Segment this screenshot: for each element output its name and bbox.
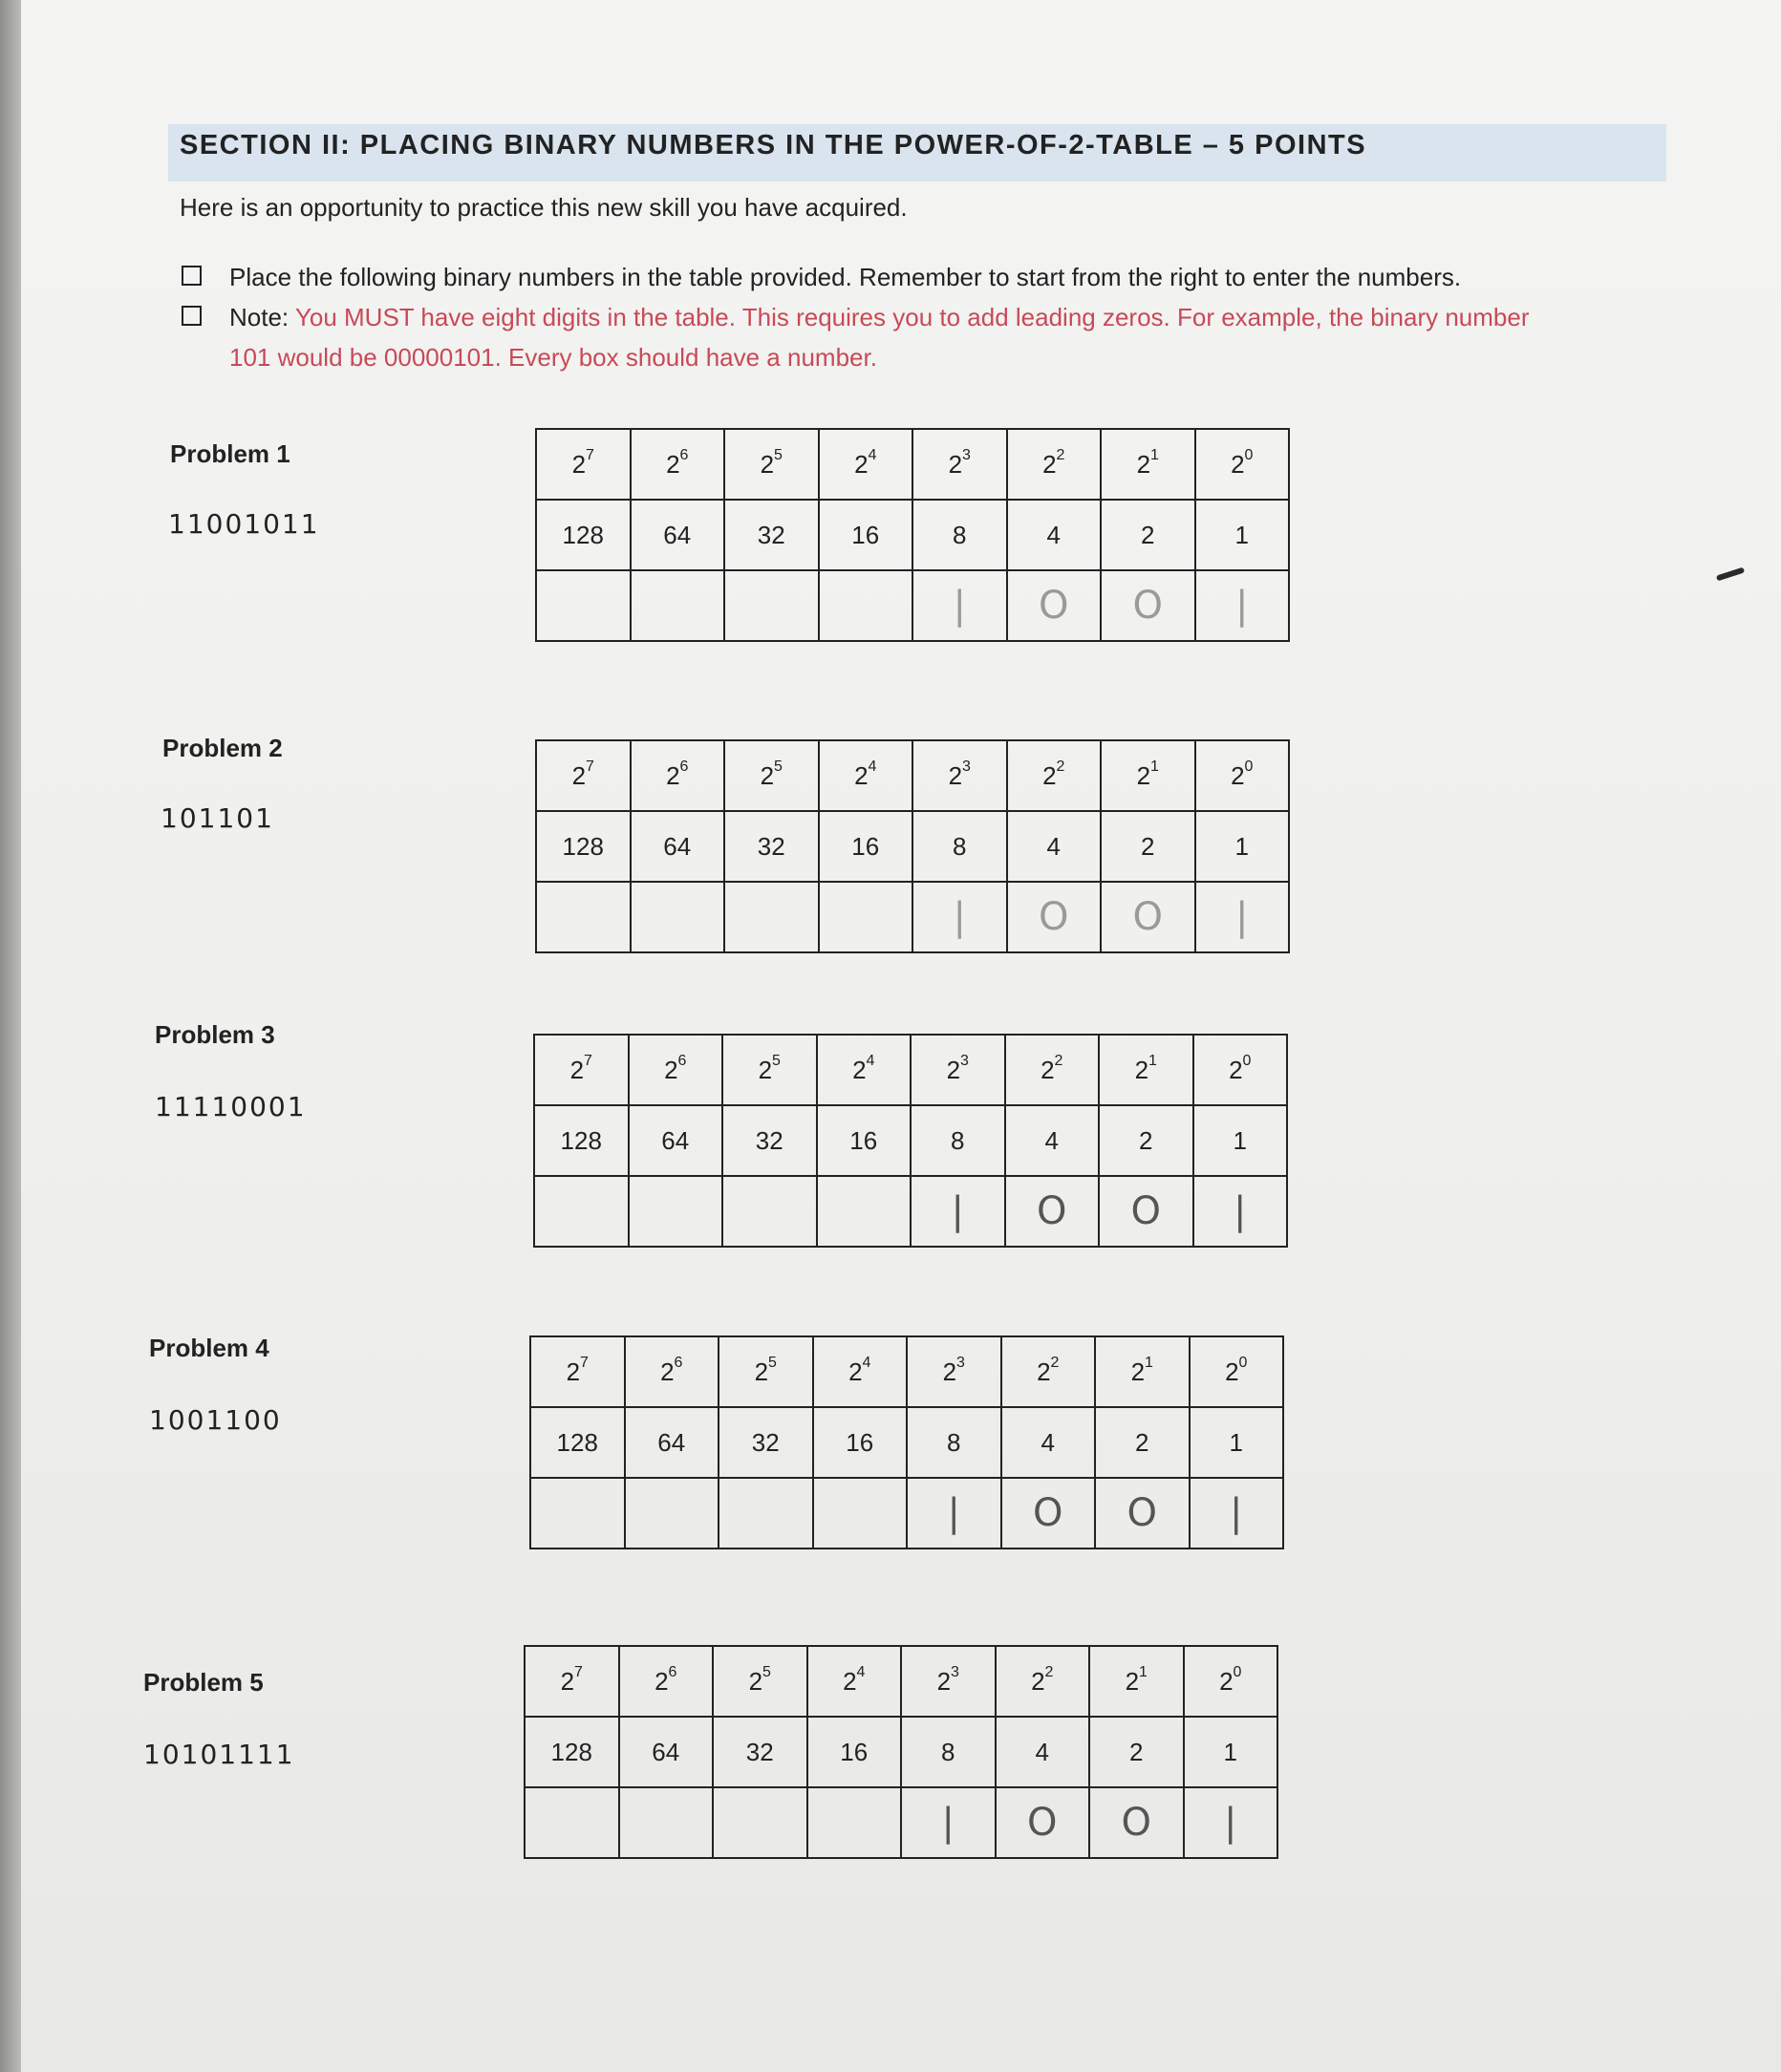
place-value-cell: 4	[1001, 1407, 1096, 1478]
power-base: 2	[854, 449, 869, 479]
handwritten-digit: O	[1121, 1801, 1151, 1845]
place-value-cell: 16	[819, 500, 913, 570]
place-value-cell: 8	[912, 811, 1007, 882]
power-exponent: 1	[1139, 1663, 1148, 1680]
place-value-cell: 1	[1195, 500, 1290, 570]
place-value-cell: 128	[536, 811, 631, 882]
answer-cell[interactable]	[1195, 882, 1290, 952]
power-exponent: 2	[1056, 758, 1065, 775]
power-cell	[813, 1336, 908, 1407]
power-cell	[1190, 1336, 1284, 1407]
value-row	[536, 811, 1289, 882]
answer-cell[interactable]	[1001, 1478, 1096, 1549]
handwritten-digit: |	[947, 1491, 960, 1535]
power-base: 2	[1125, 1666, 1140, 1696]
power-cell	[807, 1646, 902, 1717]
handwritten-digit: |	[953, 584, 966, 628]
place-value-cell: 2	[1095, 1407, 1190, 1478]
place-value-cell: 2	[1101, 811, 1195, 882]
place-value-cell: 64	[619, 1717, 714, 1787]
answer-cell[interactable]	[907, 1478, 1001, 1549]
power-exponent: 7	[586, 446, 594, 463]
answer-cell[interactable]	[1195, 570, 1290, 641]
place-value-cell: 128	[525, 1717, 619, 1787]
place-value-cell: 32	[719, 1407, 813, 1478]
power-exponent: 0	[1244, 446, 1254, 463]
answer-cell[interactable]	[724, 570, 819, 641]
power-base: 2	[848, 1356, 863, 1386]
place-value-cell: 2	[1089, 1717, 1184, 1787]
power-cell	[912, 740, 1007, 811]
power-cell	[819, 429, 913, 500]
answer-cell[interactable]	[525, 1787, 619, 1858]
place-value-cell: 16	[807, 1717, 902, 1787]
problem-binary-value: 1001100	[149, 1404, 282, 1436]
note-line-1: You MUST have eight digits in the table. This requires you to add leading zeros. For example, the binary number	[294, 303, 1530, 331]
handwritten-digit: |	[941, 1801, 955, 1845]
place-value-cell: 2	[1101, 500, 1195, 570]
power-cell	[724, 740, 819, 811]
place-value-cell: 1	[1193, 1105, 1288, 1176]
handwritten-digit: O	[1033, 1491, 1063, 1535]
place-value-cell: 64	[631, 811, 725, 882]
power-cell	[629, 1035, 723, 1105]
answer-row	[525, 1787, 1277, 1858]
checkbox-icon	[182, 306, 202, 326]
power-cell	[534, 1035, 629, 1105]
place-value-cell: 16	[819, 811, 913, 882]
power-base: 2	[666, 449, 680, 479]
answer-cell[interactable]	[1099, 1176, 1193, 1247]
answer-cell[interactable]	[817, 1176, 912, 1247]
checkbox-icon	[182, 266, 202, 286]
handwritten-digit: |	[1230, 1491, 1243, 1535]
power-exponent: 4	[868, 758, 877, 775]
handwritten-digit: |	[951, 1189, 964, 1233]
answer-row	[534, 1176, 1287, 1247]
power-cell	[1007, 429, 1102, 500]
power-cell	[996, 1646, 1090, 1717]
answer-cell[interactable]	[912, 882, 1007, 952]
answer-cell[interactable]	[996, 1787, 1090, 1858]
handwritten-digit: O	[1039, 895, 1069, 939]
power-cell	[1195, 740, 1290, 811]
note-line-2: 101 would be 00000101. Every box should have a number.	[229, 343, 877, 372]
answer-cell[interactable]	[625, 1478, 719, 1549]
power-exponent: 1	[1145, 1354, 1153, 1371]
power-exponent: 5	[772, 1052, 781, 1069]
place-value-cell: 16	[813, 1407, 908, 1478]
power-of-2-table	[535, 428, 1290, 642]
power-exponent: 1	[1150, 758, 1159, 775]
power-exponent: 3	[962, 446, 971, 463]
place-value-cell: 8	[907, 1407, 1001, 1478]
value-row	[525, 1717, 1277, 1787]
power-cell	[911, 1035, 1005, 1105]
answer-cell[interactable]	[911, 1176, 1005, 1247]
answer-cell[interactable]	[1101, 882, 1195, 952]
power-exponent: 3	[951, 1663, 959, 1680]
power-base: 2	[569, 1055, 585, 1084]
power-of-2-table	[529, 1335, 1284, 1549]
power-exponent: 5	[768, 1354, 777, 1371]
power-base: 2	[664, 1055, 678, 1084]
power-base: 2	[1042, 760, 1057, 790]
power-cell	[724, 429, 819, 500]
answer-cell[interactable]	[534, 1176, 629, 1247]
power-cell	[907, 1336, 1001, 1407]
power-base: 2	[1136, 760, 1151, 790]
power-exponent: 3	[956, 1354, 965, 1371]
power-exponent: 6	[674, 1354, 683, 1371]
place-value-cell: 4	[1007, 500, 1102, 570]
power-base: 2	[1041, 1055, 1055, 1084]
power-base: 2	[948, 449, 963, 479]
power-cell	[1089, 1646, 1184, 1717]
power-base: 2	[1225, 1356, 1239, 1386]
answer-row	[536, 882, 1289, 952]
answer-cell[interactable]	[713, 1787, 807, 1858]
power-exponent: 6	[668, 1663, 677, 1680]
handwritten-digit: O	[1127, 1491, 1157, 1535]
power-cell	[819, 740, 913, 811]
power-exponent: 2	[1044, 1663, 1054, 1680]
power-base: 2	[1042, 449, 1057, 479]
answer-cell[interactable]	[722, 1176, 817, 1247]
answer-cell[interactable]	[1190, 1478, 1284, 1549]
power-exponent: 6	[677, 1052, 687, 1069]
power-exponent: 4	[866, 1052, 875, 1069]
problem-binary-value: 11110001	[155, 1091, 307, 1122]
power-row	[525, 1646, 1277, 1717]
power-cell	[901, 1646, 996, 1717]
power-base: 2	[852, 1055, 867, 1084]
answer-cell[interactable]	[631, 882, 725, 952]
place-value-cell: 128	[530, 1407, 625, 1478]
power-cell	[625, 1336, 719, 1407]
answer-cell[interactable]	[1095, 1478, 1190, 1549]
problem-binary-value: 10101111	[143, 1739, 295, 1770]
power-base: 2	[1231, 760, 1245, 790]
place-value-cell: 64	[631, 500, 725, 570]
place-value-cell: 1	[1195, 811, 1290, 882]
power-base: 2	[758, 1055, 773, 1084]
value-row	[536, 500, 1289, 570]
power-exponent: 4	[856, 1663, 866, 1680]
power-cell	[719, 1336, 813, 1407]
power-cell	[619, 1646, 714, 1717]
power-base: 2	[754, 1356, 769, 1386]
power-cell	[1095, 1336, 1190, 1407]
power-exponent: 4	[862, 1354, 871, 1371]
place-value-cell: 8	[911, 1105, 1005, 1176]
power-row	[534, 1035, 1287, 1105]
place-value-cell: 32	[724, 811, 819, 882]
place-value-cell: 4	[996, 1717, 1090, 1787]
place-value-cell: 128	[534, 1105, 629, 1176]
note-text	[229, 298, 1530, 336]
place-value-cell: 4	[1007, 811, 1102, 882]
power-cell	[530, 1336, 625, 1407]
answer-cell[interactable]	[1007, 882, 1102, 952]
power-exponent: 5	[774, 758, 783, 775]
place-value-cell: 4	[1005, 1105, 1100, 1176]
handwritten-digit: |	[1234, 1189, 1247, 1233]
problem-binary-value: 101101	[161, 802, 274, 834]
power-exponent: 7	[584, 1052, 592, 1069]
power-base: 2	[654, 1666, 669, 1696]
place-value-cell: 64	[625, 1407, 719, 1478]
power-exponent: 7	[586, 758, 594, 775]
handwritten-digit: O	[1037, 1189, 1067, 1233]
handwritten-digit: O	[1130, 1189, 1161, 1233]
answer-cell[interactable]	[631, 570, 725, 641]
power-exponent: 6	[679, 758, 689, 775]
power-cell	[1099, 1035, 1193, 1105]
place-value-cell: 32	[713, 1717, 807, 1787]
place-value-cell: 16	[817, 1105, 912, 1176]
problem-binary-value: 11001011	[168, 508, 320, 540]
power-base: 2	[1136, 449, 1151, 479]
power-base: 2	[760, 449, 775, 479]
power-row	[530, 1336, 1283, 1407]
answer-cell[interactable]	[1193, 1176, 1288, 1247]
answer-cell[interactable]	[813, 1478, 908, 1549]
power-base: 2	[1134, 1055, 1149, 1084]
problem-title: Problem 5	[143, 1668, 264, 1697]
answer-cell[interactable]	[724, 882, 819, 952]
section-intro: Here is an opportunity to practice this new skill you have acquired.	[180, 193, 908, 222]
power-cell	[722, 1035, 817, 1105]
power-exponent: 5	[762, 1663, 771, 1680]
power-cell	[713, 1646, 807, 1717]
power-base: 2	[854, 760, 869, 790]
handwritten-digit: O	[1132, 584, 1163, 628]
answer-cell[interactable]	[819, 882, 913, 952]
place-value-cell: 64	[629, 1105, 723, 1176]
power-base: 2	[660, 1356, 675, 1386]
power-base: 2	[936, 1666, 952, 1696]
answer-cell[interactable]	[536, 570, 631, 641]
power-row	[536, 740, 1289, 811]
answer-cell[interactable]	[912, 570, 1007, 641]
power-cell	[536, 740, 631, 811]
power-base: 2	[942, 1356, 957, 1386]
power-exponent: 3	[962, 758, 971, 775]
problem-title: Problem 3	[155, 1020, 275, 1049]
place-value-cell: 1	[1190, 1407, 1284, 1478]
value-row	[530, 1407, 1283, 1478]
handwritten-digit: |	[1224, 1801, 1237, 1845]
answer-cell[interactable]	[1101, 570, 1195, 641]
answer-cell[interactable]	[901, 1787, 996, 1858]
handwritten-digit: O	[1039, 584, 1069, 628]
power-exponent: 0	[1233, 1663, 1242, 1680]
power-cell	[525, 1646, 619, 1717]
power-exponent: 2	[1054, 1052, 1063, 1069]
answer-cell[interactable]	[719, 1478, 813, 1549]
power-base: 2	[1219, 1666, 1234, 1696]
place-value-cell: 32	[724, 500, 819, 570]
place-value-cell: 1	[1184, 1717, 1278, 1787]
power-base: 2	[760, 760, 775, 790]
answer-cell[interactable]	[536, 882, 631, 952]
answer-cell[interactable]	[819, 570, 913, 641]
handwritten-digit: |	[1235, 895, 1249, 939]
power-base: 2	[560, 1666, 575, 1696]
handwritten-digit: O	[1132, 895, 1163, 939]
power-exponent: 1	[1148, 1052, 1157, 1069]
answer-cell[interactable]	[1089, 1787, 1184, 1858]
power-of-2-table	[533, 1034, 1288, 1248]
power-cell	[912, 429, 1007, 500]
answer-cell[interactable]	[1005, 1176, 1100, 1247]
power-cell	[631, 740, 725, 811]
place-value-cell: 2	[1099, 1105, 1193, 1176]
problem-title: Problem 1	[170, 439, 290, 468]
power-exponent: 7	[580, 1354, 589, 1371]
instruction-text: Place the following binary numbers in the table provided. Remember to start from the right to enter the numbers.	[229, 263, 1462, 291]
power-row	[536, 429, 1289, 500]
section-title: SECTION II: PLACING BINARY NUMBERS IN THE POWER-OF-2-TABLE – 5 POINTS	[180, 130, 1367, 160]
answer-cell[interactable]	[530, 1478, 625, 1549]
problem-title: Problem 4	[149, 1334, 269, 1362]
power-base: 2	[571, 760, 587, 790]
power-base: 2	[571, 449, 587, 479]
place-value-cell: 128	[536, 500, 631, 570]
value-row	[534, 1105, 1287, 1176]
place-value-cell: 8	[901, 1717, 996, 1787]
power-base: 2	[843, 1666, 857, 1696]
power-base: 2	[1031, 1666, 1045, 1696]
answer-row	[530, 1478, 1283, 1549]
handwritten-digit: |	[1235, 584, 1249, 628]
power-cell	[1101, 740, 1195, 811]
power-base: 2	[1231, 449, 1245, 479]
handwritten-digit: O	[1027, 1801, 1058, 1845]
power-base: 2	[946, 1055, 961, 1084]
power-exponent: 1	[1150, 446, 1159, 463]
place-value-cell: 8	[912, 500, 1007, 570]
power-exponent: 5	[774, 446, 783, 463]
power-base: 2	[1130, 1356, 1146, 1386]
power-base: 2	[1229, 1055, 1243, 1084]
power-exponent: 2	[1050, 1354, 1060, 1371]
answer-cell[interactable]	[629, 1176, 723, 1247]
power-base: 2	[948, 760, 963, 790]
power-exponent: 4	[868, 446, 877, 463]
handwritten-digit: |	[953, 895, 966, 939]
power-exponent: 0	[1244, 758, 1254, 775]
power-exponent: 3	[960, 1052, 969, 1069]
answer-cell[interactable]	[807, 1787, 902, 1858]
power-exponent: 7	[574, 1663, 583, 1680]
answer-cell[interactable]	[1007, 570, 1102, 641]
power-cell	[536, 429, 631, 500]
answer-cell[interactable]	[619, 1787, 714, 1858]
power-exponent: 2	[1056, 446, 1065, 463]
power-cell	[1195, 429, 1290, 500]
power-exponent: 6	[679, 446, 689, 463]
power-base: 2	[666, 760, 680, 790]
power-of-2-table	[524, 1645, 1278, 1859]
power-exponent: 0	[1238, 1354, 1248, 1371]
answer-row	[536, 570, 1289, 641]
power-cell	[1001, 1336, 1096, 1407]
power-exponent: 0	[1242, 1052, 1252, 1069]
power-cell	[1005, 1035, 1100, 1105]
power-cell	[631, 429, 725, 500]
note-label: Note:	[229, 303, 290, 331]
power-base: 2	[1037, 1356, 1051, 1386]
power-base: 2	[566, 1356, 581, 1386]
power-cell	[1193, 1035, 1288, 1105]
power-cell	[1101, 429, 1195, 500]
power-cell	[1007, 740, 1102, 811]
power-cell	[817, 1035, 912, 1105]
power-cell	[1184, 1646, 1278, 1717]
power-base: 2	[748, 1666, 763, 1696]
place-value-cell: 32	[722, 1105, 817, 1176]
problem-title: Problem 2	[162, 734, 283, 762]
answer-cell[interactable]	[1184, 1787, 1278, 1858]
power-of-2-table	[535, 739, 1290, 953]
